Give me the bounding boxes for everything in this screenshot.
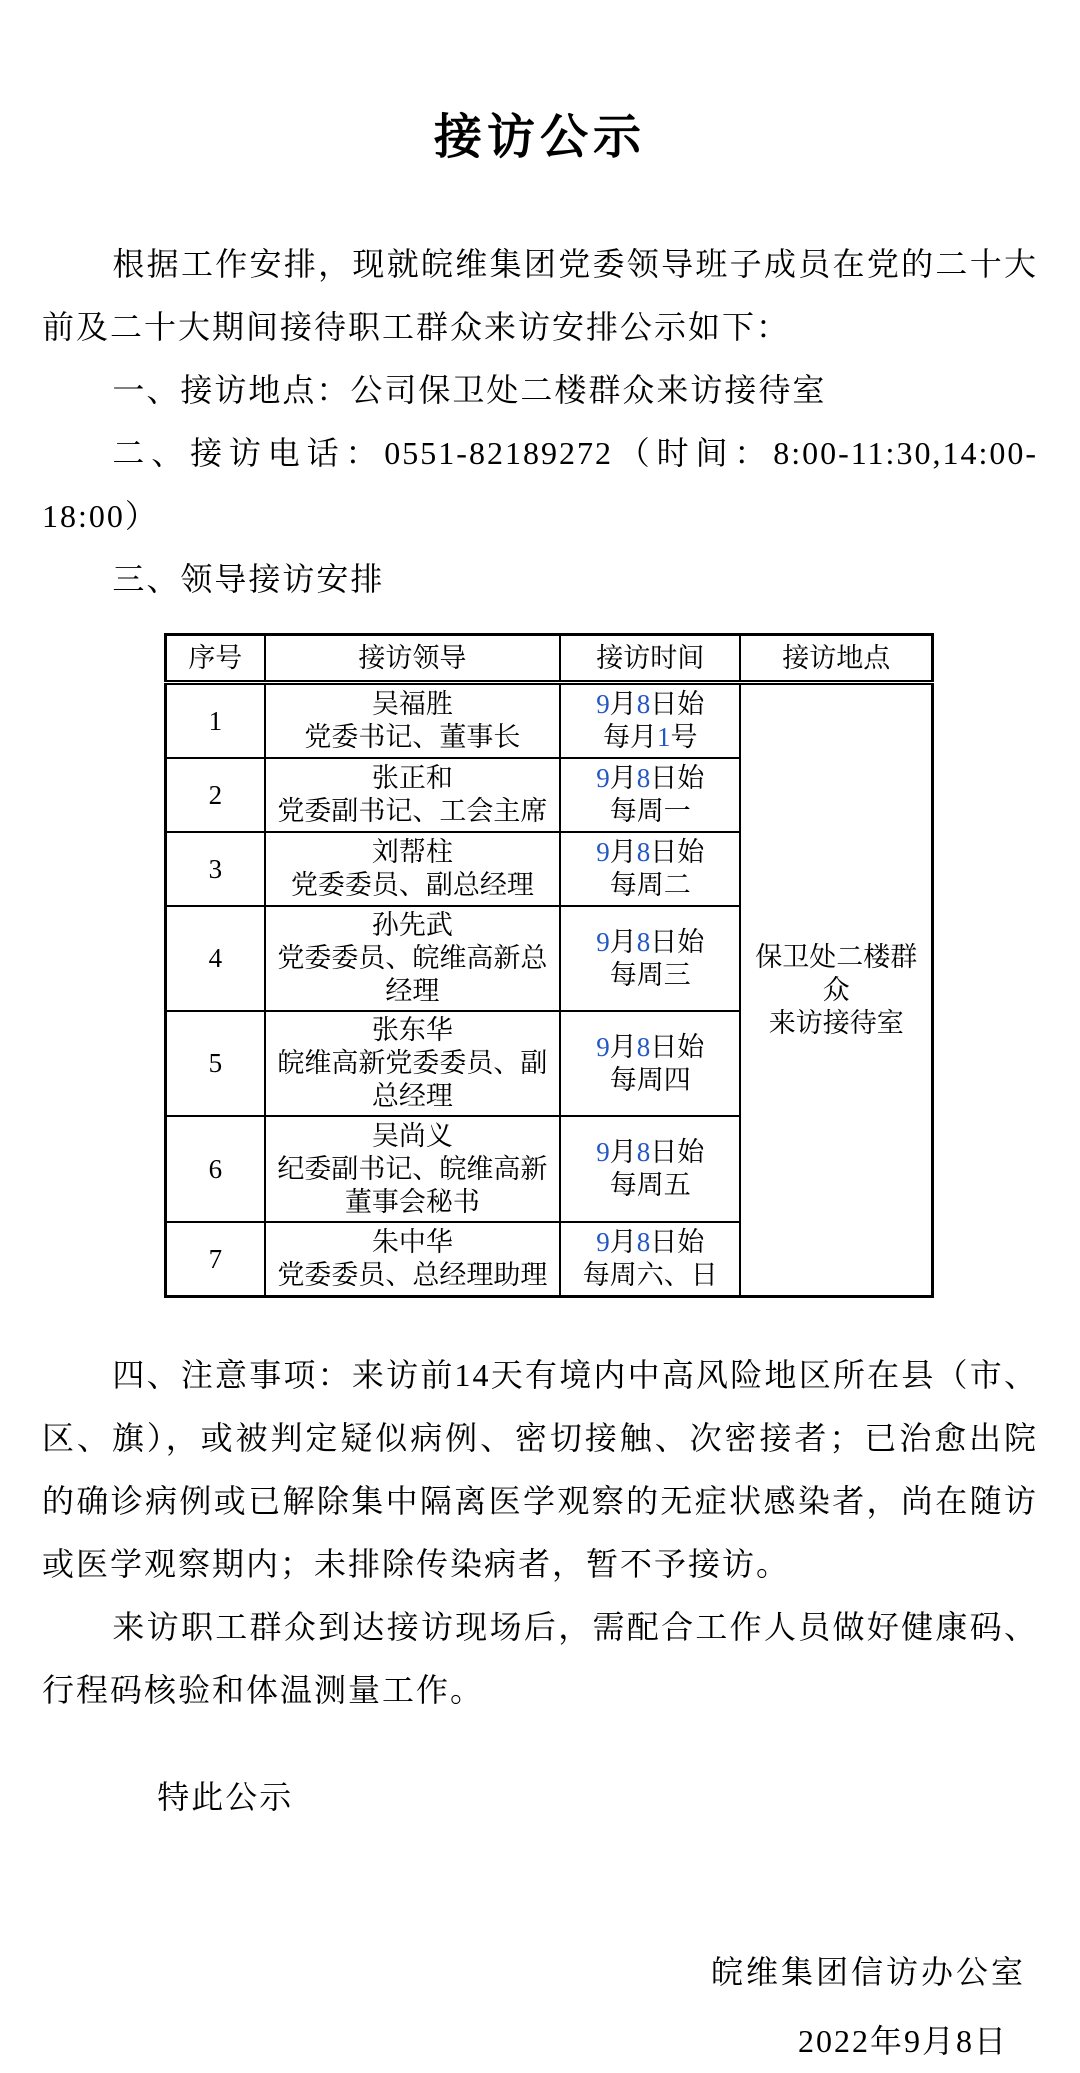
leader-title: 党委委员、总经理助理 — [277, 1260, 548, 1290]
time-start: 9月8日始 — [596, 926, 705, 957]
signature-date: 2022年9月8日 — [797, 2023, 1008, 2059]
row-number-cell: 5 — [166, 1011, 265, 1116]
time-start: 9月8日始 — [596, 1137, 705, 1167]
time-start: 9月8日始 — [596, 1227, 705, 1257]
row-number-cell: 4 — [166, 906, 265, 1011]
blue-digit: 9 — [596, 1227, 610, 1257]
blue-digit: 8 — [636, 1227, 651, 1257]
header-seq: 序号 — [166, 635, 265, 683]
time-cell — [560, 758, 740, 832]
row-number-cell: 7 — [166, 1222, 265, 1297]
page-title: 接访公示 — [433, 111, 646, 164]
leader-cell — [265, 758, 560, 832]
time-cell — [560, 906, 740, 1011]
time-recurrence: 每周五 — [609, 1170, 691, 1200]
leader-cell — [265, 906, 560, 1011]
time-cell — [560, 1011, 740, 1116]
location-cell: 保卫处二楼群众 来访接待室 — [740, 683, 932, 1297]
leader-title: 党委委员、皖维高新总经理 — [277, 943, 548, 1006]
time-start: 9月8日始 — [596, 763, 705, 793]
table-row — [166, 683, 933, 759]
leader-cell — [265, 1116, 560, 1222]
notes-block — [42, 1344, 1038, 1722]
reception-schedule-table — [164, 633, 934, 1298]
leader-name: 张正和 — [371, 763, 453, 793]
time-start: 9月8日始 — [596, 1031, 705, 1062]
leader-title: 党委书记、董事长 — [304, 722, 521, 752]
blue-digit: 8 — [636, 689, 651, 719]
row-number-cell: 6 — [166, 1116, 265, 1222]
leader-cell — [265, 1011, 560, 1116]
table-body — [166, 683, 933, 1297]
time-recurrence: 每周六、日 — [582, 1260, 718, 1290]
table-header-row — [166, 635, 933, 683]
leader-title: 皖维高新党委委员、副总经理 — [277, 1048, 548, 1111]
blue-digit: 9 — [596, 837, 610, 867]
leader-name: 刘帮柱 — [371, 837, 453, 867]
blue-digit: 8 — [636, 1137, 651, 1167]
intro-paragraph: 根据工作安排，现就皖维集团党委领导班子成员在党的二十大前及二十大期间接待职工群众来访安排公示如下： — [42, 246, 1038, 345]
leader-cell — [265, 832, 560, 906]
leader-cell — [265, 683, 560, 759]
blue-digit: 8 — [636, 1031, 651, 1062]
signature-block — [42, 1941, 1038, 2073]
time-recurrence: 每月1号 — [603, 722, 698, 752]
leader-title: 纪委副书记、皖维高新董事会秘书 — [277, 1153, 548, 1217]
leader-name: 吴福胜 — [371, 689, 453, 719]
time-start: 9月8日始 — [596, 837, 705, 867]
blue-digit: 9 — [596, 1137, 610, 1167]
schedule-table-wrapper — [164, 633, 934, 1298]
note-precautions: 四、注意事项：来访前14天有境内中高风险地区所在县（市、区、旗），或被判定疑似病例、密切接触、次密接者；已治愈出院的确诊病例或已解除集中隔离医学观察的无症状感染者，尚在随访或医学观察期内；未排除传染病者，暂不予接访。 — [42, 1357, 1038, 1582]
time-cell — [560, 683, 740, 759]
note-onsite: 来访职工群众到达接访现场后，需配合工作人员做好健康码、行程码核验和体温测量工作。 — [42, 1609, 1038, 1708]
time-recurrence: 每周二 — [609, 870, 691, 900]
time-recurrence: 每周一 — [609, 796, 691, 826]
header-leader: 接访领导 — [265, 635, 560, 683]
header-location: 接访地点 — [740, 635, 932, 683]
item-phone: 二、接访电话：0551-82189272（时间：8:00-11:30,14:00-18:00） — [42, 435, 1038, 534]
leader-name: 张东华 — [371, 1015, 453, 1045]
blue-digit: 8 — [636, 926, 651, 957]
time-recurrence: 每周四 — [609, 1064, 691, 1095]
closing-line: 特此公示 — [157, 1779, 294, 1815]
time-cell — [560, 1116, 740, 1222]
time-cell — [560, 832, 740, 906]
leader-title: 党委副书记、工会主席 — [277, 796, 548, 826]
time-start: 9月8日始 — [596, 689, 705, 719]
row-number-cell: 3 — [166, 832, 265, 906]
blue-digit: 9 — [596, 763, 610, 793]
leader-name: 孙先武 — [371, 910, 453, 940]
blue-digit: 8 — [636, 837, 651, 867]
table-header — [166, 635, 933, 683]
blue-digit: 8 — [636, 763, 651, 793]
blue-digit: 9 — [596, 1031, 610, 1062]
item-location: 一、接访地点：公司保卫处二楼群众来访接待室 — [112, 372, 827, 408]
blue-digit: 9 — [596, 689, 610, 719]
time-cell — [560, 1222, 740, 1297]
header-time: 接访时间 — [560, 635, 740, 683]
leader-title: 党委委员、副总经理 — [290, 870, 534, 900]
leader-cell — [265, 1222, 560, 1297]
time-recurrence: 每周三 — [609, 959, 691, 990]
blue-digit: 9 — [596, 926, 610, 957]
signature-org: 皖维集团信访办公室 — [710, 1954, 1026, 1990]
blue-digit: 1 — [657, 722, 671, 752]
row-number-cell: 2 — [166, 758, 265, 832]
row-number-cell: 1 — [166, 683, 265, 759]
leader-name: 朱中华 — [371, 1227, 453, 1257]
item-schedule: 三、领导接访安排 — [112, 561, 385, 597]
leader-name: 吴尚义 — [371, 1120, 453, 1151]
